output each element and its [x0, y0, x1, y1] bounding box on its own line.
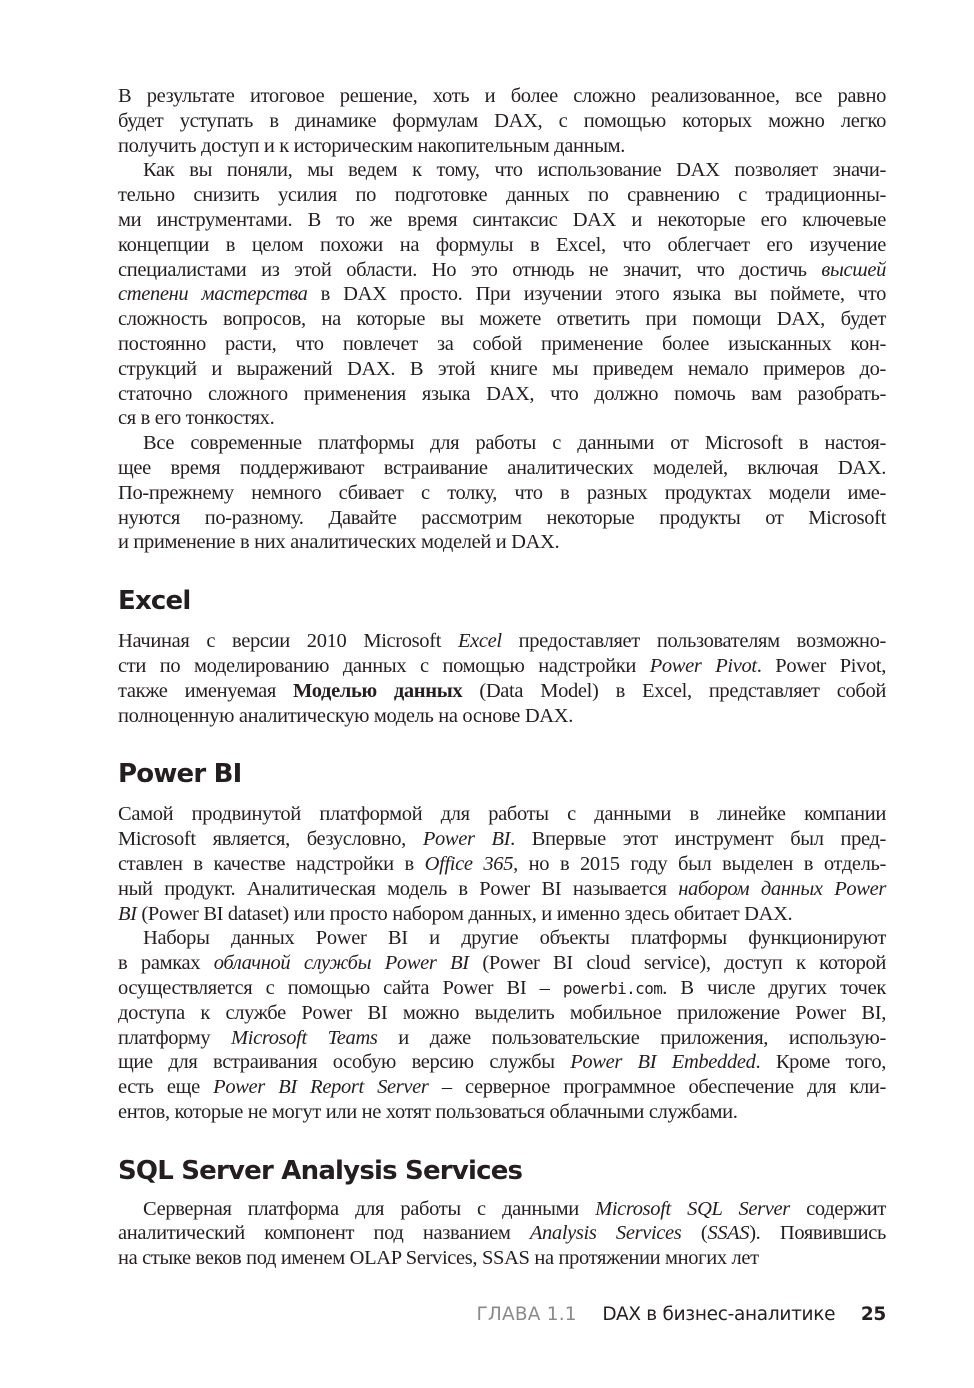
- text-run: и применение в них аналитических моделей и DAX.: [118, 531, 560, 554]
- italic-run: Power BI Embedded: [570, 1051, 756, 1074]
- text-line: [118, 704, 886, 729]
- paragraph: [118, 926, 886, 1124]
- text-run: нуются по-разному. Давайте рассмотрим некоторые продукты от Microsoft: [118, 506, 886, 529]
- text-run: также именуемая: [118, 679, 294, 702]
- text-line: [118, 332, 886, 357]
- text-run: Серверная платформа для работы с данными: [143, 1197, 596, 1220]
- text-line: [118, 654, 886, 679]
- page-body: [118, 84, 886, 1271]
- text-run: ный продукт. Аналитическая модель в Power BI называется: [118, 877, 679, 900]
- text-run: на стыке веков под именем OLAP Services, SSAS на протяжении многих лет: [118, 1247, 759, 1270]
- text-run: предоставляет пользователям возможно-: [501, 630, 886, 653]
- text-line: [118, 1221, 886, 1246]
- text-line: [118, 852, 886, 877]
- italic-run: Microsoft SQL Server: [595, 1197, 790, 1220]
- text-run: полноценную аналитическую модель на основе DAX.: [118, 704, 573, 727]
- text-run: щие для встраивания особую версию службы: [118, 1051, 571, 1074]
- section-heading: SQL Server Analysis Services: [118, 1155, 523, 1186]
- paragraph: [118, 1197, 886, 1271]
- text-run: . В числе других точек: [662, 976, 886, 999]
- text-line: [118, 258, 886, 283]
- section-excel: [118, 585, 886, 728]
- text-run: ентов, которые не могут или не хотят пользоваться облачными службами.: [118, 1100, 738, 1123]
- text-line: [118, 1075, 886, 1100]
- text-run: По-прежнему немного сбивает с толку, что в разных продуктах модели име-: [118, 481, 886, 504]
- text-line: [118, 1026, 886, 1051]
- paragraph: [118, 431, 886, 555]
- italic-run: SSAS: [707, 1222, 750, 1245]
- section-heading: Excel: [118, 586, 191, 617]
- text-run: осуществляется с помощью сайта Power BI –: [118, 976, 563, 999]
- text-run: содержит: [789, 1197, 887, 1220]
- text-line: [118, 827, 886, 852]
- text-run: в DAX просто. При изучении этого языка вы поймете, что: [307, 283, 887, 306]
- text-run: . Впервые этот инструмент был пред-: [510, 828, 887, 851]
- text-line: [118, 1001, 886, 1026]
- italic-run: Office 365: [424, 852, 514, 875]
- text-run: тельно снизить усилия по подготовке данных по сравнению с традиционны-: [118, 184, 886, 207]
- text-run: аналитический компонент под названием: [118, 1222, 530, 1245]
- text-line: [118, 357, 886, 382]
- italic-run: Power BI: [422, 828, 511, 851]
- text-line: [118, 406, 886, 431]
- text-line: [118, 951, 886, 976]
- text-line: [118, 530, 886, 555]
- section-ssas: [118, 1155, 886, 1271]
- text-line: [118, 208, 886, 233]
- text-line: [118, 629, 886, 654]
- document-sections: [118, 84, 886, 1271]
- text-run: сти по моделированию данных с помощью надстройки: [118, 654, 650, 677]
- paragraph: [118, 84, 886, 158]
- text-run: , но в 2015 году был выделен в отдель-: [513, 852, 887, 875]
- text-run: постоянно расти, что повлечет за собой применение более изысканных кон-: [118, 332, 886, 355]
- italic-run: степени мастерства: [118, 283, 308, 306]
- text-line: [118, 134, 886, 159]
- text-line: [118, 481, 886, 506]
- paragraph: [118, 629, 886, 728]
- text-run: (: [681, 1222, 708, 1245]
- text-run: (Data Model) в Excel, представляет собой: [462, 679, 886, 702]
- text-line: [118, 158, 886, 183]
- text-line: [118, 679, 886, 704]
- text-run: – серверное программное обеспечение для кли-: [428, 1076, 886, 1099]
- text-line: [118, 1246, 886, 1271]
- text-line: [118, 307, 886, 332]
- text-run: ставлен в качестве надстройки в: [118, 852, 425, 875]
- text-run: щее время поддерживают встраивание аналитических моделей, включая DAX.: [118, 456, 886, 479]
- text-run: сложность вопросов, на которые вы можете ответить при помощи DAX, будет: [118, 308, 886, 331]
- text-line: [118, 183, 886, 208]
- text-line: [118, 84, 886, 109]
- text-line: [118, 1197, 886, 1222]
- text-line: [118, 926, 886, 951]
- text-line: [118, 1100, 886, 1125]
- text-run: статочно сложного применения языка DAX, что должно помочь вам разобрать-: [118, 382, 886, 405]
- text-run: Microsoft является, безусловно,: [118, 828, 423, 851]
- italic-run: Power Pivot: [649, 654, 757, 677]
- text-run: концепции в целом похожи на формулы в Excel, что облегчает его изучение: [118, 233, 886, 256]
- text-line: [118, 902, 886, 927]
- text-line: [118, 1050, 886, 1075]
- section-intro: [118, 84, 886, 555]
- italic-run: BI: [118, 902, 137, 925]
- text-line: [118, 431, 886, 456]
- text-run: Самой продвинутой платформой для работы с данными в линейке компании: [118, 803, 886, 826]
- text-run: (Power BI cloud service), доступ к которой: [468, 952, 886, 975]
- text-run: В результате итоговое решение, хоть и более сложно реализованное, все равно: [118, 85, 886, 107]
- text-run: . Power Pivot,: [756, 654, 887, 677]
- text-line: [118, 456, 886, 481]
- text-run: . Кроме того,: [755, 1051, 886, 1074]
- text-run: струкций и выражений DAX. В этой книге мы приведем немало примеров до-: [118, 357, 886, 380]
- italic-run: Excel: [457, 630, 502, 653]
- italic-run: Power BI Report Server: [213, 1076, 429, 1099]
- paragraph: [118, 802, 886, 926]
- text-run: Начиная с версии 2010 Microsoft: [118, 630, 458, 653]
- url-run: powerbi.com: [562, 978, 663, 998]
- italic-run: облачной службы Power BI: [213, 952, 469, 975]
- text-run: платформу: [118, 1026, 232, 1049]
- running-footer: [476, 1300, 886, 1330]
- text-run: ся в его тонкостях.: [118, 407, 275, 430]
- chapter-label: ГЛАВА 1.1: [476, 1304, 577, 1325]
- text-run: получить доступ и к историческим накопительным данным.: [118, 134, 626, 157]
- text-line: [118, 877, 886, 902]
- text-line: [118, 506, 886, 531]
- text-line: [118, 109, 886, 134]
- text-line: [118, 233, 886, 258]
- text-run: Все современные платформы для работы с данными от Microsoft в настоя-: [143, 432, 886, 455]
- italic-run: Microsoft Teams: [231, 1026, 378, 1049]
- text-run: ми инструментами. В то же время синтаксис DAX и некоторые его ключевые: [118, 208, 886, 231]
- italic-run: высшей: [821, 258, 886, 281]
- italic-run: Analysis Services: [529, 1222, 682, 1245]
- text-run: будет уступать в динамике формулам DAX, с помощью которых можно легко: [118, 109, 886, 132]
- text-run: ). Появившись: [749, 1222, 886, 1245]
- text-line: [118, 976, 886, 1001]
- chapter-title: DAX в бизнес-аналитике: [602, 1304, 836, 1325]
- text-run: в рамках: [118, 952, 214, 975]
- text-line: [118, 282, 886, 307]
- section-powerbi: [118, 758, 886, 1124]
- text-line: [118, 382, 886, 407]
- text-run: есть еще: [118, 1076, 214, 1099]
- text-run: специалистами из этой области. Но это отнюдь не значит, что достичь: [118, 258, 822, 281]
- text-run: и даже пользовательские приложения, использую-: [377, 1026, 886, 1049]
- text-run: (Power BI dataset) или просто набором данных, и именно здесь обитает DAX.: [136, 902, 793, 925]
- text-line: [118, 802, 886, 827]
- section-heading: Power BI: [118, 759, 242, 790]
- paragraph: [118, 158, 886, 431]
- page-number: 25: [860, 1304, 886, 1325]
- text-run: Наборы данных Power BI и другие объекты платформы функционируют: [143, 927, 886, 950]
- italic-run: набором данных Power: [678, 877, 886, 900]
- bold-run: Моделью данных: [293, 679, 463, 702]
- text-run: доступа к службе Power BI можно выделить мобильное приложение Power BI,: [118, 1001, 886, 1024]
- text-run: Как вы поняли, мы ведем к тому, что использование DAX позволяет значи-: [143, 159, 886, 182]
